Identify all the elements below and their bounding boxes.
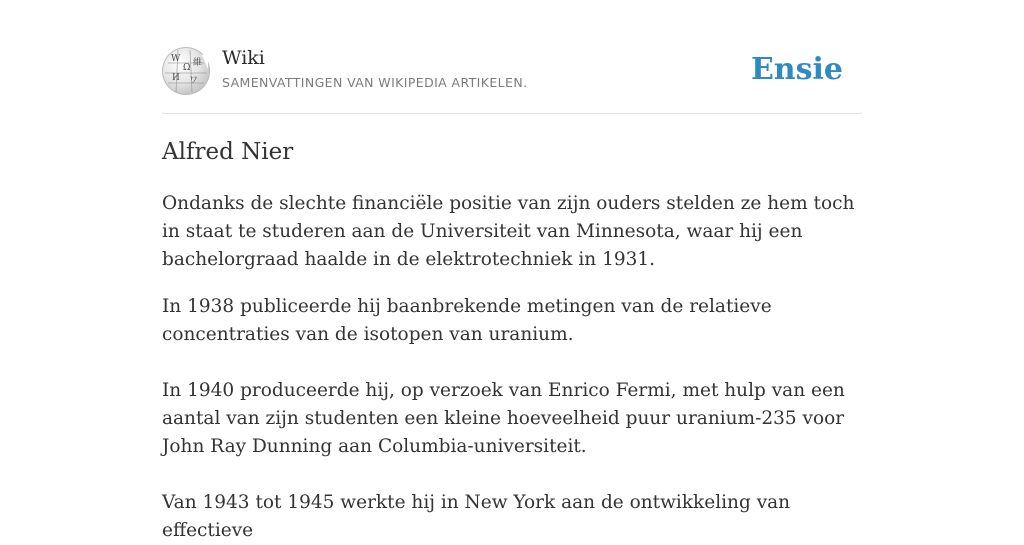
svg-text:ワ: ワ — [189, 76, 199, 86]
site-name[interactable]: Wiki — [222, 47, 265, 69]
article-paragraph: In 1938 publiceerde hij baanbrekende metingen van de relatieve concentraties van de isotopen van uranium. — [162, 296, 772, 345]
svg-text:W: W — [171, 54, 181, 64]
article-paragraph: Van 1943 tot 1945 werkte hij in New York aan de ontwikkeling van effectieve — [162, 492, 791, 541]
svg-text:И: И — [172, 73, 180, 83]
article-paragraph: Ondanks de slechte financiële positie van zijn ouders stelden ze hem toch in staat te studeren aan de Universiteit van Minnesota, waar hij een bachelorgraad haalde in de elektrotechniek in 1931. — [162, 193, 855, 270]
svg-text:Ω: Ω — [183, 63, 191, 73]
site-header — [162, 44, 862, 114]
article-content — [162, 136, 862, 545]
ensie-brand-link[interactable]: Ensie — [750, 52, 843, 87]
article-paragraph: In 1940 produceerde hij, op verzoek van Enrico Fermi, met hulp van een aantal van zijn studenten een kleine hoeveelheid puur uranium-235 voor John Ray Dunning aan Columbia-universiteit. — [162, 380, 845, 457]
article-title: Alfred Nier — [162, 139, 294, 165]
svg-text:維: 維 — [193, 58, 203, 68]
wikipedia-globe-icon[interactable] — [162, 47, 210, 95]
site-tagline: SAMENVATTINGEN VAN WIKIPEDIA ARTIKELEN. — [222, 75, 528, 90]
